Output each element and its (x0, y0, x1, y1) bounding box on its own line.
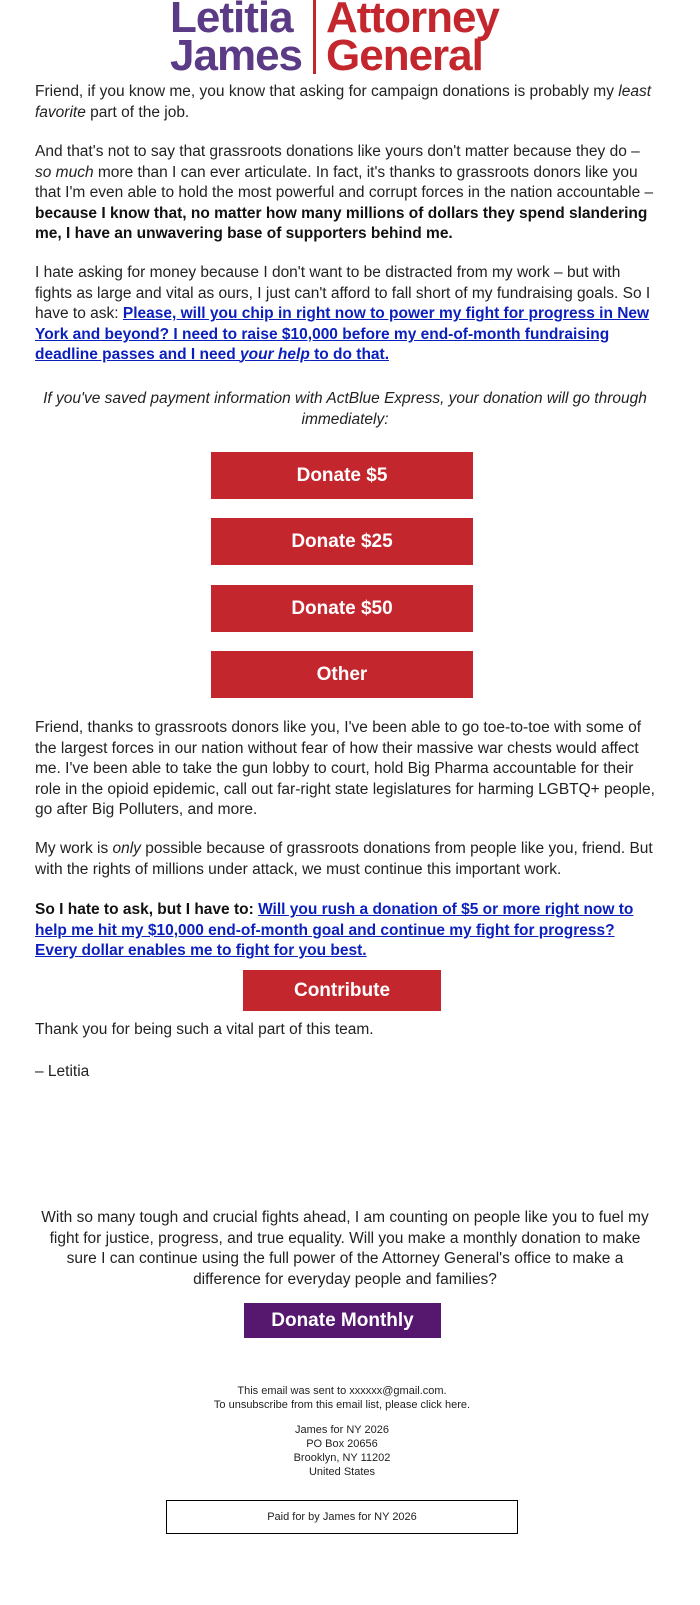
accomplishments-paragraph (35, 718, 655, 821)
monthly-ask-paragraph (35, 1208, 655, 1290)
logo-title-line2: General (326, 31, 483, 80)
rush-donation-link[interactable]: Will you rush a donation of $5 or more right now to help me hit my $10,000 end-of-month goal and continue my fight for progress? Every dollar enables me to fight for you best. (35, 901, 634, 960)
p3-text-a: I hate asking for money because I don't want to be distracted from my work – but with fights as large and vital as ours, I just can't afford to fall short of my fundraising goals. So I have to ask: (35, 264, 651, 323)
intro-paragraph (35, 82, 655, 123)
p2-bold: because I know that, no matter how many millions of dollars they spend slandering me, I have an unwavering base of supporters behind me. (35, 204, 648, 243)
logo-divider (313, 0, 316, 74)
paid-for-text: Paid for by James for NY 2026 (267, 1511, 417, 1523)
contribute-button[interactable]: Contribute (243, 970, 441, 1011)
address-line-3: Brooklyn, NY 11202 (293, 1452, 391, 1464)
address-line-2: PO Box 20656 (306, 1438, 378, 1450)
grassroots-paragraph (35, 142, 655, 245)
donate-other-button[interactable]: Other (211, 651, 473, 698)
p2-text-a: And that's not to say that grassroots donations like yours don't matter because they do – (35, 143, 640, 160)
logo-title (326, 0, 499, 80)
p6-emphasis: only (112, 840, 141, 857)
donate-monthly-button[interactable]: Donate Monthly (244, 1303, 441, 1338)
p2-text-c: more than I can ever articulate. In fact, it's thanks to grassroots donors like you that I'm even able to hold the most powerful and corrupt forces in the nation accountable – (35, 163, 654, 202)
unsubscribe-link[interactable]: To unsubscribe from this email list, please click here. (213, 1399, 471, 1411)
work-paragraph (35, 839, 655, 880)
signature-text: – Letitia (35, 1063, 90, 1080)
logo-title-line1: Attorney (326, 0, 499, 42)
logo-name-line1: Letitia (170, 0, 293, 42)
chip-in-link-text-c: to do that. (309, 346, 389, 364)
logo-name-line2: James (170, 31, 303, 80)
donate-5-button[interactable]: Donate $5 (211, 452, 473, 499)
campaign-logo (170, 0, 520, 78)
actblue-note-text: If you've saved payment information with ActBlue Express, your donation will go through immediately: (43, 390, 647, 428)
p6-text-c: possible because of grassroots donations from people like you, friend. But with the rights of millions under attack, we must continue this important work. (35, 840, 653, 878)
p1-emphasis: least favorite (35, 83, 652, 121)
footer-notice (0, 1384, 684, 1412)
logo-name (170, 0, 305, 80)
ask-paragraph (35, 263, 655, 366)
p10-text: With so many tough and crucial fights ahead, I am counting on people like you to fuel my fight for justice, progress, and true equality. Will you make a monthly donation to make sure I can continue using the full power of the Attorney General's office to make a difference for everyday people and families? (41, 1209, 649, 1288)
thank-you-paragraph (35, 1020, 655, 1041)
chip-in-link-emphasis: your help (240, 346, 310, 364)
footer-address (0, 1423, 684, 1479)
p1-text-a: Friend, if you know me, you know that asking for campaign donations is probably my (35, 83, 619, 100)
p2-emphasis: so much (35, 163, 94, 181)
p1-text-c: part of the job. (85, 103, 190, 121)
signature (35, 1062, 655, 1083)
donate-50-button[interactable]: Donate $50 (211, 585, 473, 632)
final-ask-paragraph (35, 900, 655, 962)
chip-in-link[interactable] (35, 305, 649, 363)
address-line-4: United States (308, 1466, 376, 1478)
paid-for-disclaimer (166, 1500, 518, 1534)
p8-text: Thank you for being such a vital part of this team. (35, 1021, 374, 1038)
p5-text: Friend, thanks to grassroots donors like you, I've been able to go toe-to-toe with some of the largest forces in our nation without fear of how their massive war chests would affect me. I've been able to take the gun lobby to court, hold Big Pharma accountable for their role in the opioid epidemic, call out far-right state legislatures for harming LGBTQ+ people, go after Big Polluters, and more. (35, 719, 655, 819)
actblue-express-note (35, 389, 655, 430)
p7-bold: So I hate to ask, but I have to: (35, 901, 259, 918)
sent-to-text: This email was sent to xxxxxx@gmail.com. (237, 1385, 447, 1397)
chip-in-link-text-a: Please, will you chip in right now to power my fight for progress in New York and beyond? I need to raise $10,000 before my end-of-month fundraising deadline passes and I need (35, 305, 650, 364)
p6-text-a: My work is (35, 840, 113, 857)
donate-25-button[interactable]: Donate $25 (211, 518, 473, 565)
address-line-1: James for NY 2026 (295, 1424, 389, 1436)
